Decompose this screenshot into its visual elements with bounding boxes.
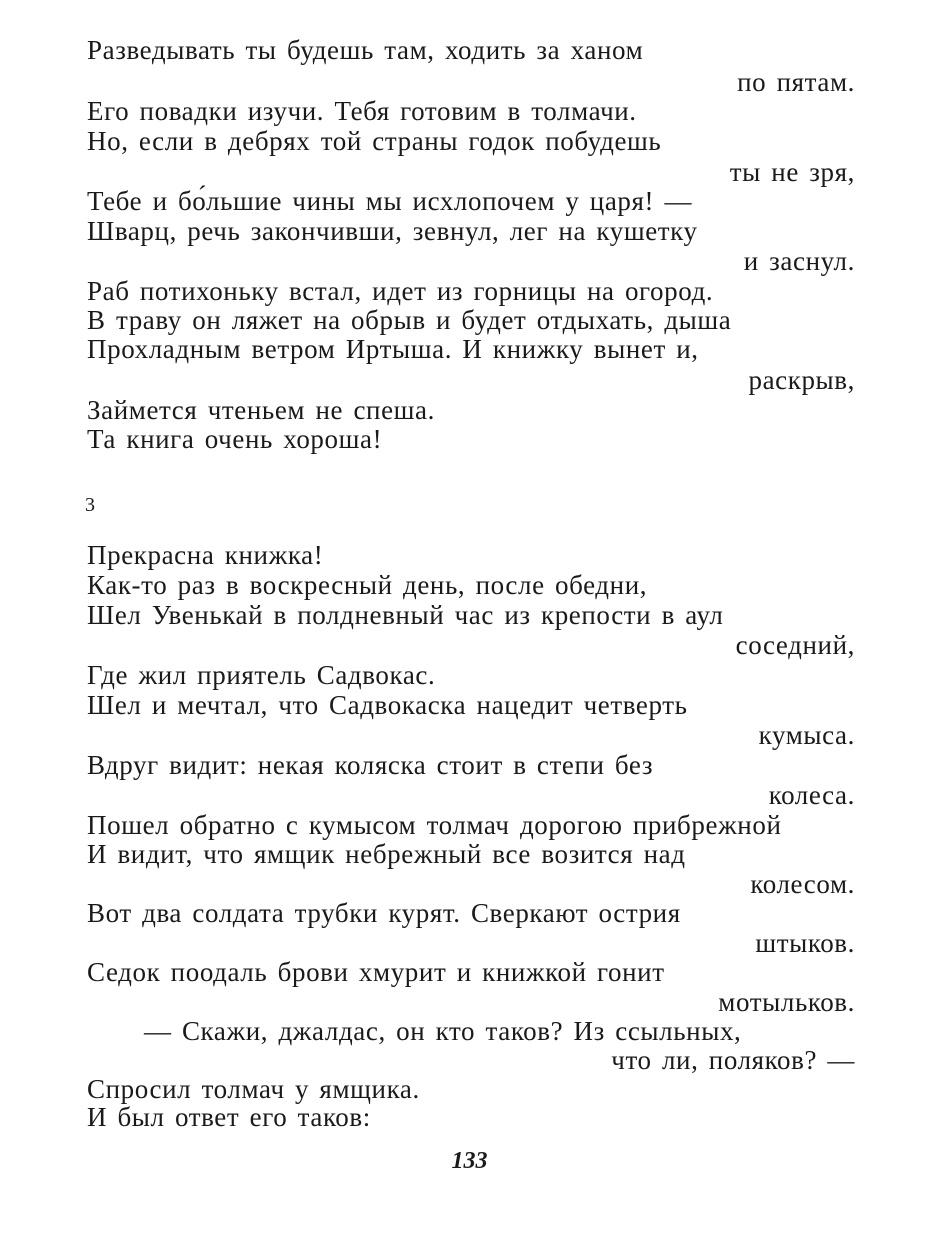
poem-line: Шел Увенькай в полдневный час из крепости в аул [87,600,724,630]
poem-line: В траву он ляжет на обрыв и будет отдыхать, дыша [87,305,732,335]
poem-line: Как-то раз в воскресный день, после обедни, [87,570,648,600]
poem-line: И был ответ его таков: [87,1102,371,1132]
poem-line: Шварц, речь закончивши, зевнул, лег на кушетку [87,216,698,246]
poem-line-continuation: колесом. [750,869,855,899]
poem-line-continuation: соседний, [735,630,855,660]
poem-line: Разведывать ты будешь там, ходить за ханом [87,35,644,65]
poem-line-continuation: ты не зря, [729,157,855,187]
poem-line-continuation: мотыльков. [718,987,855,1017]
page-number: 133 [451,1148,488,1174]
poem-line-continuation: штыков. [755,928,855,958]
poem-line-continuation: и заснул. [743,246,855,276]
poem-line: Та книга очень хороша! [87,424,383,454]
poem-line-continuation: по пятам. [737,67,855,97]
poem-line: Где жил приятель Садвокас. [87,660,436,690]
poem-line: Вдруг видит: некая коляска стоит в степи без [87,750,654,780]
poem-line: Седок поодаль брови хмурит и книжкой гонит [87,957,665,987]
poem-line: Раб потихоньку встал, идет из горницы на огород. [87,276,714,306]
poem-line: Его повадки изучи. Тебя готовим в толмачи. [87,96,637,126]
poem-line: И видит, что ямщик небрежный все возится над [87,839,686,869]
poem-line: Прохладным ветром Иртыша. И книжку вынет и, [87,334,699,364]
poem-line: Займется чтеньем не спеша. [87,395,435,425]
poem-line: Но, если в дебрях той страны годок побудешь [87,126,662,156]
poem-line: Тебе и бо́льшие чины мы исхлопочем у царя! — [87,186,693,216]
section-number: 3 [85,494,95,516]
poem-line-continuation: кумыса. [758,720,855,750]
poem-line-continuation: что ли, поляков? — [611,1045,855,1075]
poem-line: Шел и мечтал, что Садвокаска нацедит четверть [87,690,688,720]
poem-line-dialogue: — Скажи, джалдас, он кто таков? Из ссыльных, [144,1016,742,1046]
poem-line-continuation: колеса. [768,780,855,810]
poem-line: Спросил толмач у ямщика. [87,1074,420,1104]
poem-line: Пошел обратно с кумысом толмач дорогою прибрежной [87,810,782,840]
poem-line: Прекрасна книжка! [87,540,324,570]
poem-line-continuation: раскрыв, [748,365,855,395]
poem-line: Вот два солдата трубки курят. Сверкают острия [87,898,681,928]
